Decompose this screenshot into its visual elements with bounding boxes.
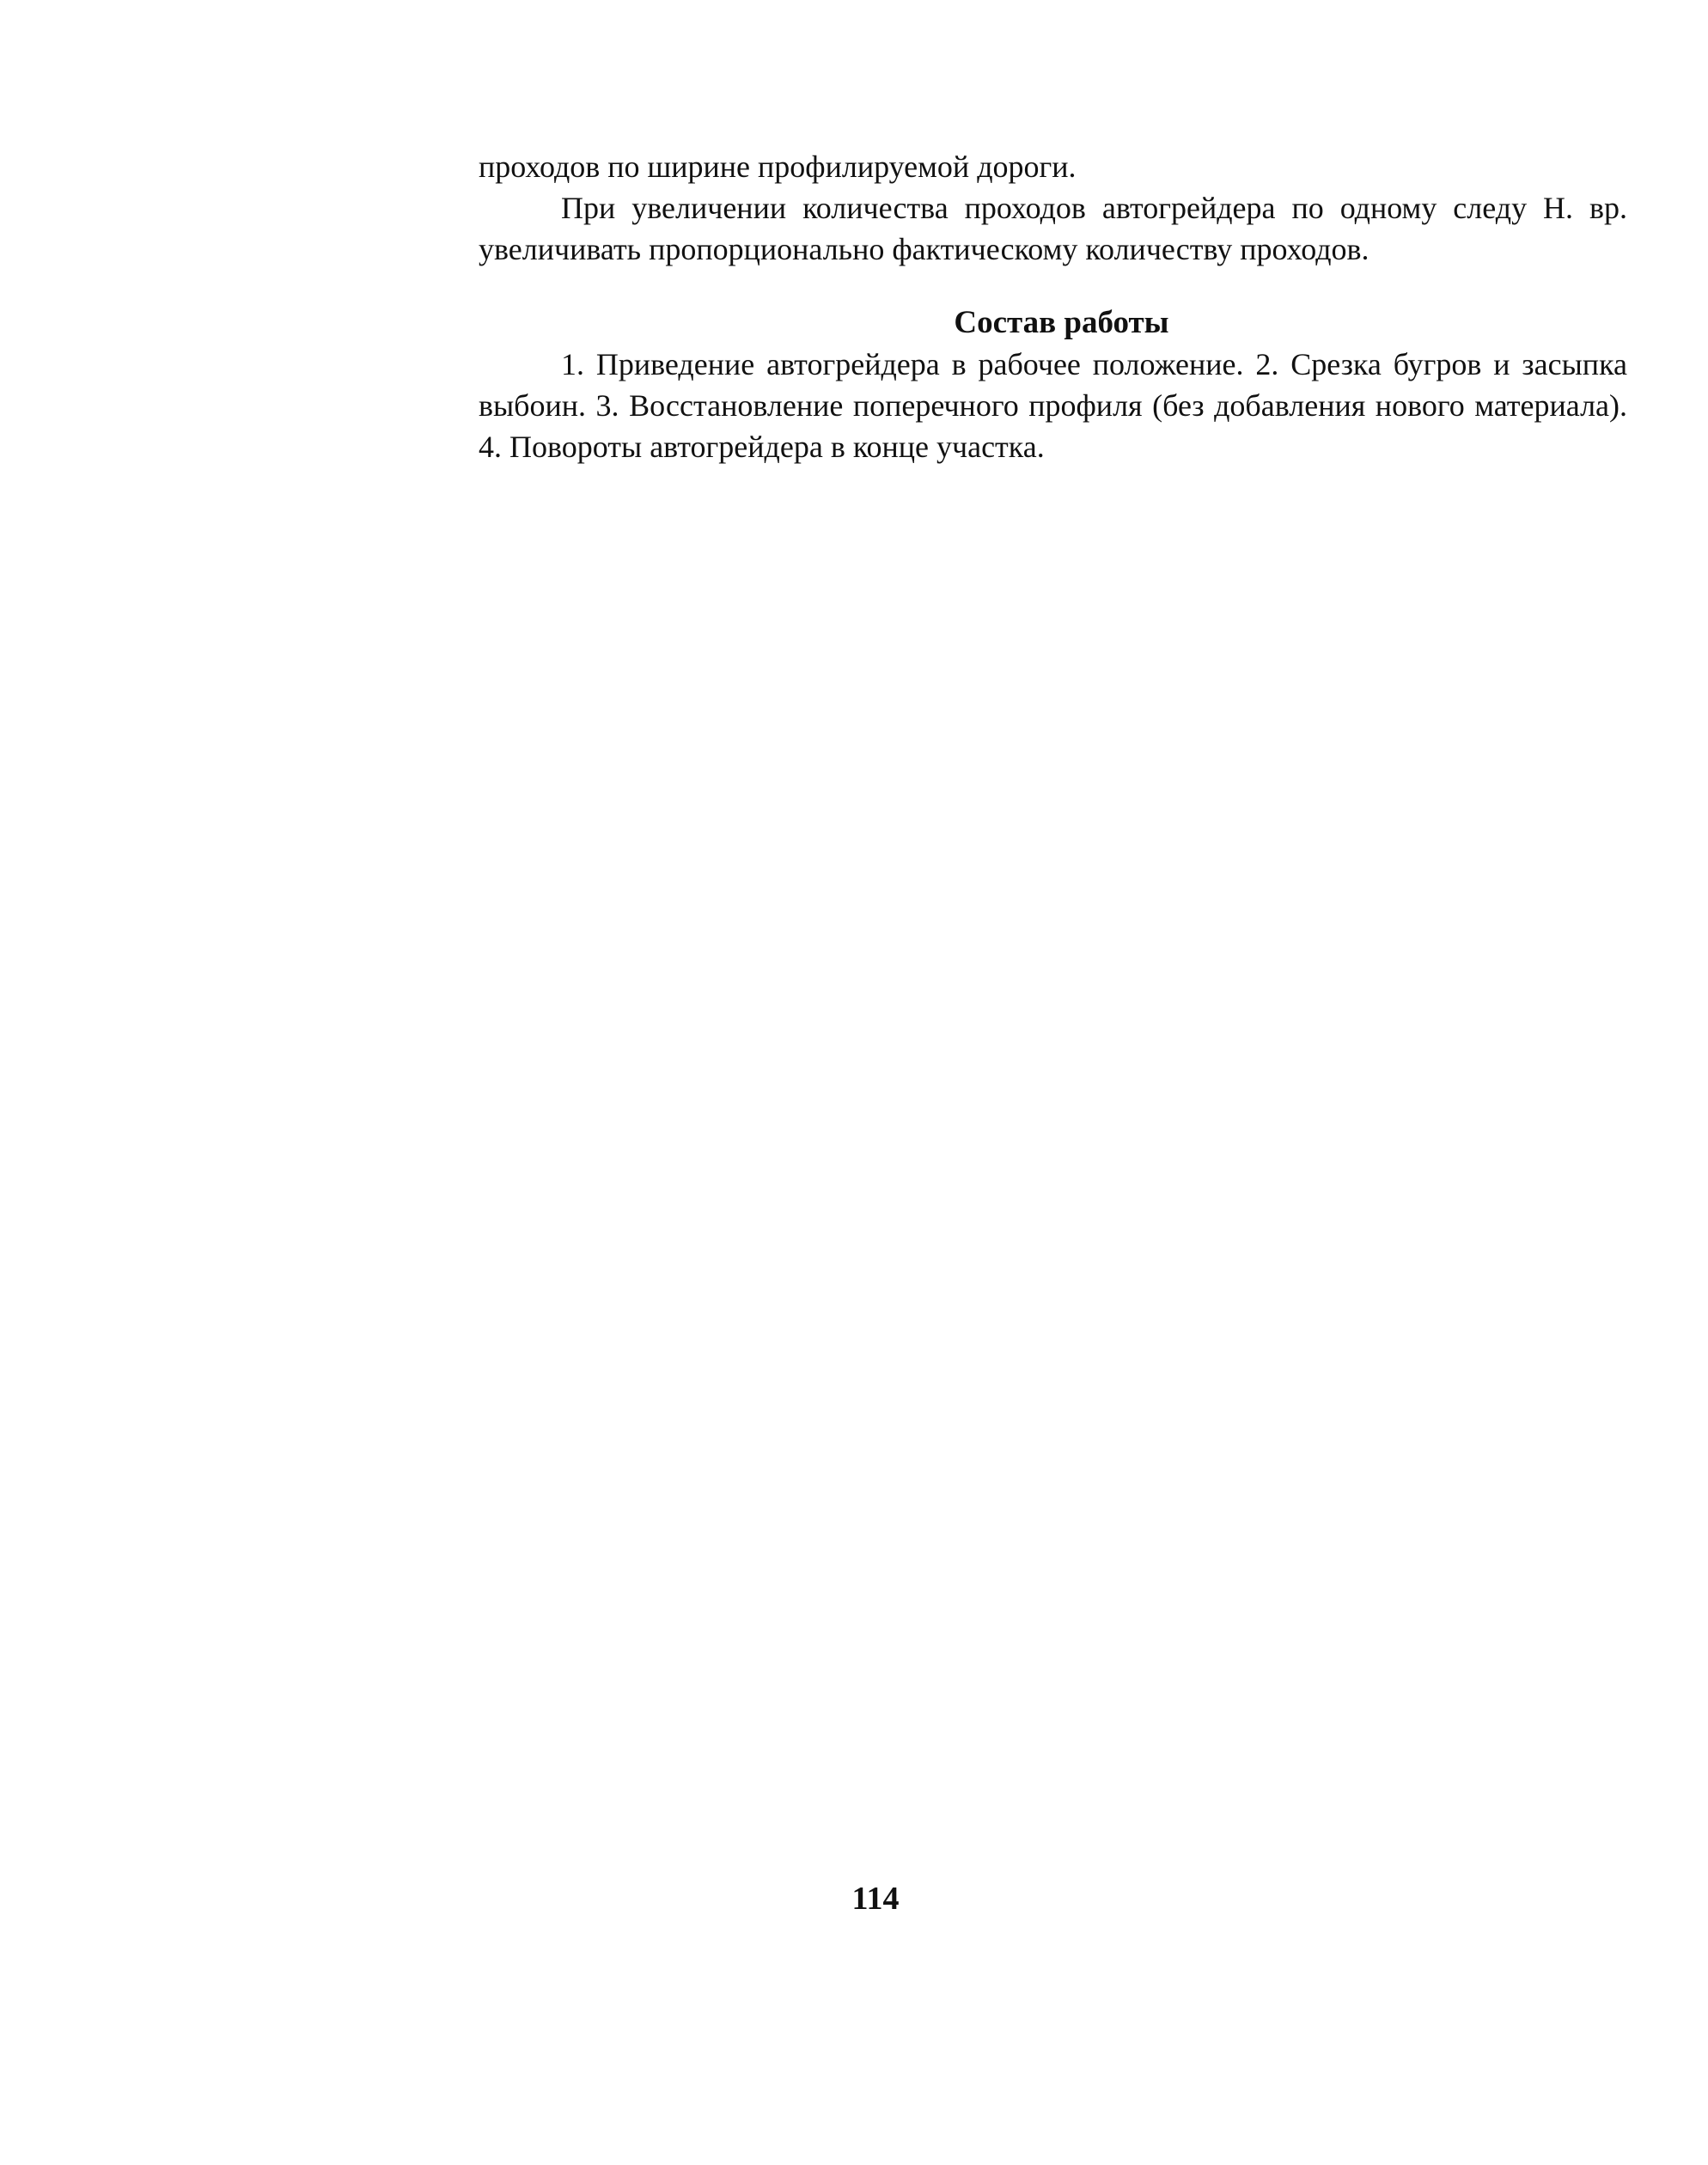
paragraph-passes-note: При увеличении количества проходов автогрейдера по одному следу Н. вр. увеличивать пропорционально фактическому количеству проходов.: [479, 191, 1627, 266]
page-number: 114: [851, 1881, 900, 1917]
section-heading: Состав работы: [954, 305, 1169, 340]
page-body: [479, 146, 1627, 467]
work-composition-paragraph: 1. Приведение автогрейдера в рабочее положение. 2. Срезка бугров и засыпка выбоин. 3. Восстановление поперечного профиля (без добавления нового материала). 4. Повороты автогрейдера в конце участка.: [479, 347, 1627, 464]
paragraph-continuation: проходов по ширине профилируемой дороги.: [479, 149, 1077, 184]
